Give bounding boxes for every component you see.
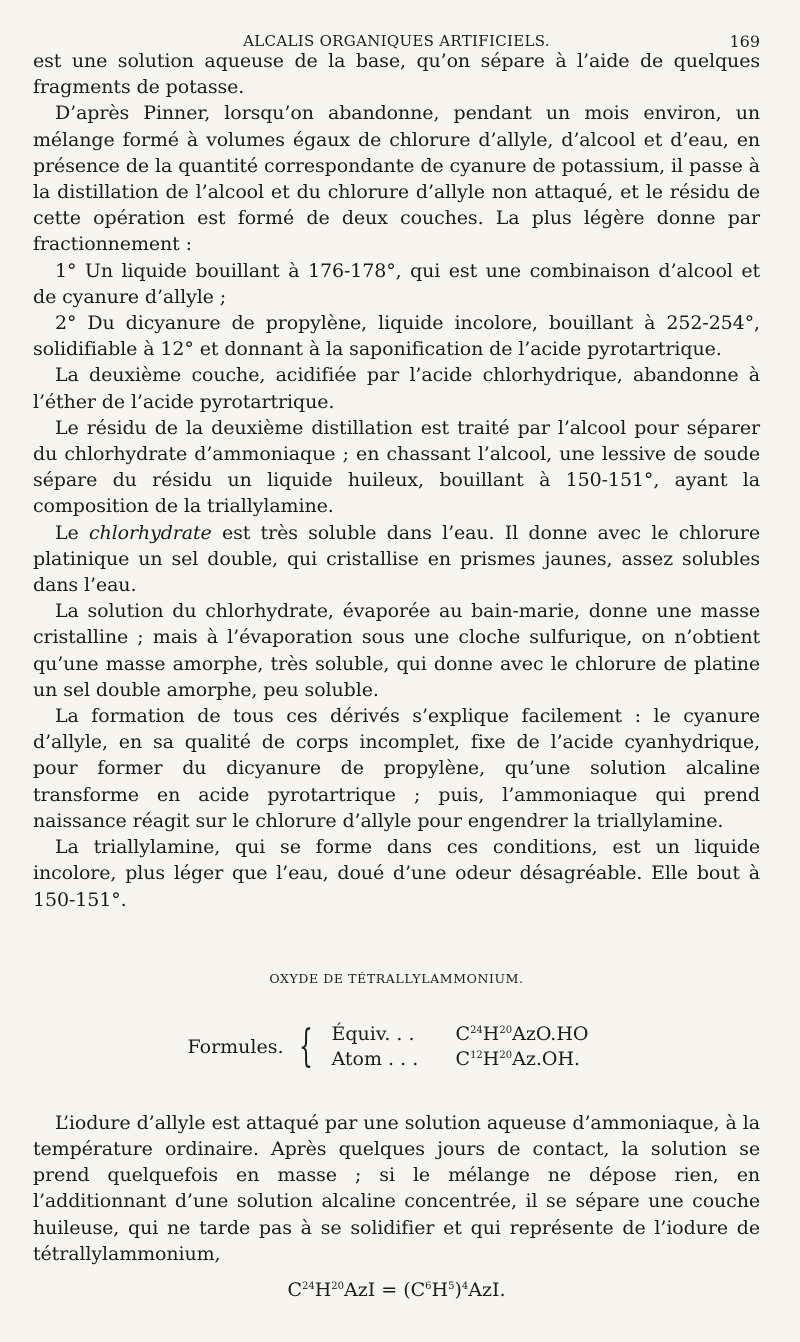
formula-symbol: AzI [344,1278,376,1301]
formula-superscript: 20 [331,1280,345,1292]
paragraph [33,703,760,834]
formula-superscript: 12 [470,1049,483,1061]
paragraph-text: Le [55,521,89,544]
brace-icon: { [298,1020,313,1072]
paragraph-text: D’après Pinner, lorsqu’on abandonne, pendant un mois environ, un mélange formé à volumes égaux de chlorure d’allyle, d’alcool et d’eau, en présence de la quantité correspondante de cyanure de potassium, il passe à la distillation de l’alcool et du chlorure d’allyle non attaqué, et le résidu de cette opération est formé de deux couches. La plus légère donne par fractionnement : [33,102,760,256]
paragraph-text: est très soluble dans l’eau. Il donne avec le chlorure platinique un sel double, qui cristallise en prismes jaunes, assez solubles dans l’eau. [33,521,760,597]
formula-symbol: H [482,1022,500,1045]
formula-symbol: H [314,1278,332,1301]
formula-symbol: (C [403,1278,426,1301]
running-head [33,0,760,51]
formula-symbol: AzI. [468,1278,506,1301]
paragraph-text: La triallylamine, qui se forme dans ces conditions, est un liquide incolore, plus léger que l’eau, doué d’une odeur désagréable. Elle bout à 150-151°. [33,836,760,911]
paragraph [33,598,760,703]
section-title: OXYDE DE TÉTRALLYLAMMONIUM. [269,970,524,986]
paragraph [33,520,760,599]
paragraph-text: La formation de tous ces dérivés s’explique facilement : le cyanure d’allyle, en sa qualité de corps incomplet, fixe de l’acide cyanhydrique, pour former du dicyanure de propylène, qu’une solution alcaline transforme en acide pyrotartrique ; puis, l’ammoniaque qui prend naissance réagit sur le chlorure d’allyle pour engendrer la triallylamine. [33,705,760,832]
formula-value [456,1047,606,1072]
final-equation [33,1279,760,1301]
paragraph [33,834,760,913]
formula-symbol: Az.OH. [512,1047,581,1070]
paragraph-text: 2° Du dicyanure de propylène, liquide incolore, bouillant à 252-254°, solidifiable à 12° et donnant à la saponification de l’acide pyrotartrique. [33,312,760,361]
paragraph [33,415,760,520]
paragraph [33,310,760,362]
closing-body [33,1110,760,1267]
paragraph-text: Le résidu de la deuxième distillation est traité par l’alcool pour séparer du chlorhydrate d’ammoniaque ; en chassant l’alcool, une lessive de soude sépare du résidu un liquide huileux, bouillant à 150-151°, ayant la composition de la triallylamine. [33,416,760,518]
italic-term: chlorhydrate [88,521,212,544]
formula-rows [332,1022,606,1072]
paragraph [33,258,760,310]
formula-lead: Formules. [187,1035,284,1058]
paragraph-text: est une solution aqueuse de la base, qu’on sépare à l’aide de quelques fragments de potasse. [33,50,760,99]
formula-symbol: C [455,1022,471,1045]
formula-symbol: H [431,1278,449,1301]
formula-value [456,1022,606,1047]
formula-superscript: 24 [470,1024,483,1036]
formula-superscript: 4 [461,1280,469,1292]
equation-lhs [287,1279,375,1301]
paragraph-text: La deuxième couche, acidifiée par l’acide chlorhydrique, abandonne à l’éther de l’acide pyrotartrique. [33,364,760,413]
running-title: ALCALIS ORGANIQUES ARTIFICIELS. [243,32,550,50]
formula-superscript: 5 [448,1280,455,1292]
paragraph-text: 1° Un liquide bouillant à 176-178°, qui est une combinaison d’alcool et de cyanure d’allyle ; [33,259,760,308]
equation-rhs [403,1279,505,1301]
formula-symbol: H [482,1047,500,1070]
formula-superscript: 20 [499,1024,513,1036]
page-number: 169 [729,32,760,51]
formula-superscript: 20 [499,1049,513,1061]
formula-row [332,1047,606,1072]
formula-notation-label: Équiv. . . [331,1022,415,1045]
formula-symbol: C [455,1047,471,1070]
formula-superscript: 24 [301,1280,315,1292]
paragraph [33,100,760,257]
formula-symbol: ) [454,1278,462,1301]
paragraph-text: La solution du chlorhydrate, évaporée au bain-marie, donne une masse cristalline ; mais à l’évaporation sous une cloche sulfurique, on n’obtient qu’une masse amorphe, très soluble, qui donne avec le chlorure de platine un sel double amorphe, peu soluble. [33,600,760,701]
formula-symbol: C [287,1278,302,1301]
formula-row [332,1022,606,1047]
formula-notation-label: Atom . . . [331,1047,419,1070]
formula-symbol: AzO.HO [512,1022,589,1045]
closing-paragraph: L’iodure d’allyle est attaqué par une solution aqueuse d’ammoniaque, à la température ordinaire. Après quelques jours de contact, la solution se prend quelquefois en masse ; si le mélange ne dépose rien, en l’additionnant d’une solution alcaline concentrée, il se sépare une couche huileuse, qui ne tarde pas à se solidifier et qui représente de l’iodure de tétrallylammonium, [33,1111,760,1265]
equation-sign: = [381,1278,398,1301]
paragraph [33,362,760,414]
formula-superscript: 6 [425,1280,432,1292]
body-text [33,48,760,913]
paragraph [33,48,760,100]
formula-block [33,1022,760,1072]
